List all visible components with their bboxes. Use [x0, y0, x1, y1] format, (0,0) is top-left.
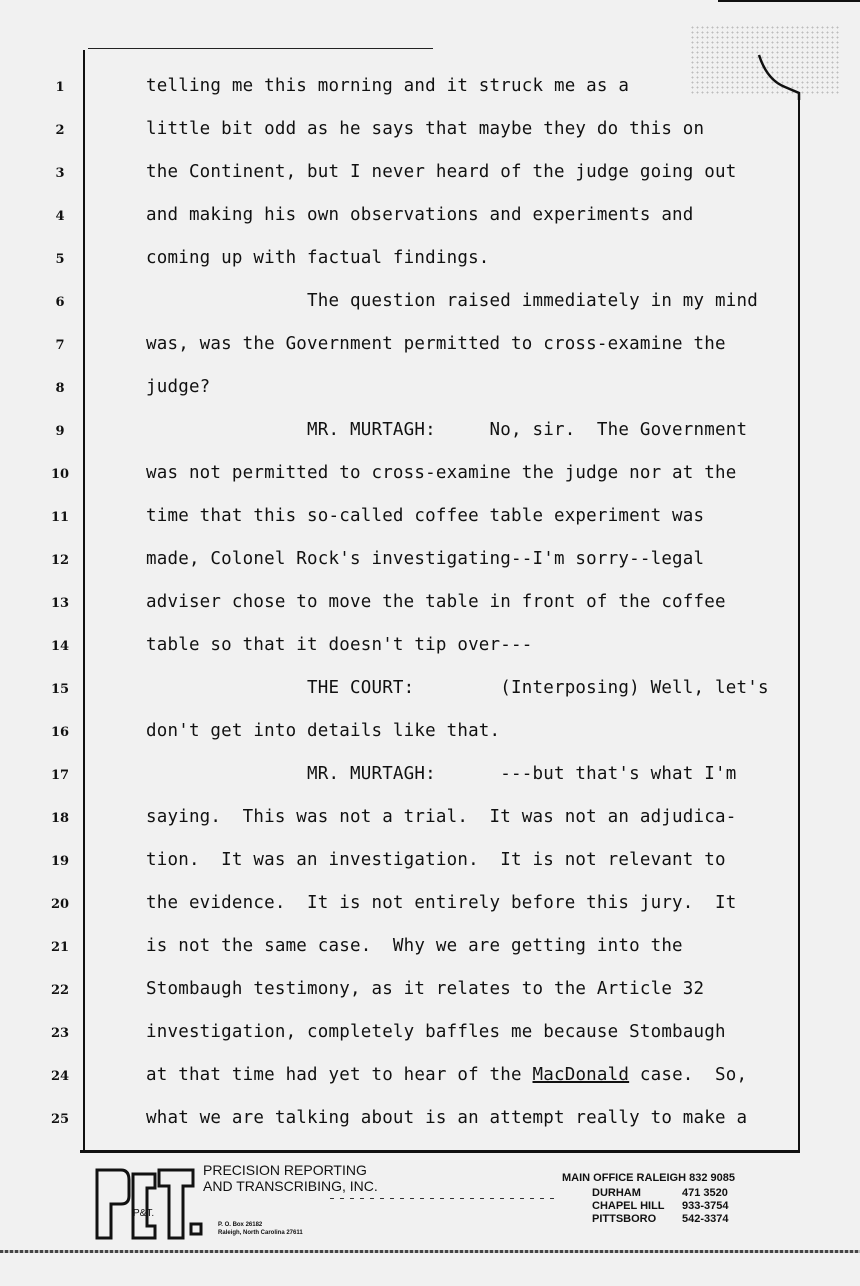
transcript-line: the evidence. It is not entirely before this jury. It: [146, 893, 737, 913]
line-number: 9: [55, 424, 65, 439]
transcript-line: coming up with factual findings.: [146, 248, 490, 268]
transcript-line: Stombaugh testimony, as it relates to the Article 32: [146, 979, 705, 999]
line-number: 18: [50, 811, 70, 826]
footer-dashed-line: [330, 1198, 560, 1199]
company-name-line1: PRECISION REPORTING: [203, 1162, 367, 1178]
line-number: 25: [50, 1112, 70, 1127]
office-city: DURHAM: [592, 1187, 641, 1199]
company-logo-icon: [93, 1166, 203, 1242]
line-number: 4: [55, 209, 65, 224]
line-number: 21: [50, 940, 70, 955]
office-directory: [562, 1172, 735, 1226]
office-row: [592, 1200, 735, 1213]
svg-text:P&T.: P&T.: [133, 1208, 155, 1219]
transcript-line: MR. MURTAGH: ---but that's what I'm: [146, 764, 737, 784]
office-city: PITTSBORO: [592, 1213, 657, 1225]
address-line1: P. O. Box 26182: [218, 1222, 263, 1228]
transcript-line: MR. MURTAGH: No, sir. The Government: [146, 420, 748, 440]
company-name-line2: AND TRANSCRIBING, INC.: [203, 1178, 378, 1194]
footer-rule: [0, 1250, 860, 1253]
transcript-line: saying. This was not a trial. It was not an adjudica-: [146, 807, 737, 827]
transcript-line: the Continent, but I never heard of the judge going out: [146, 162, 737, 182]
line-number: 5: [55, 252, 65, 267]
line-number: 19: [50, 854, 70, 869]
frame-left-border: [83, 50, 85, 1150]
office-city: CHAPEL HILL: [592, 1200, 665, 1212]
line-number: 10: [50, 467, 70, 482]
company-name: [203, 1162, 378, 1194]
transcript-line: THE COURT: (Interposing) Well, let's: [146, 678, 769, 698]
line-number: 15: [50, 682, 70, 697]
line-number: 22: [50, 983, 70, 998]
line-number: 1: [55, 80, 65, 95]
transcript-line: and making his own observations and experiments and: [146, 205, 694, 225]
transcript-line-part: case. So,: [629, 1065, 748, 1085]
company-address: [218, 1221, 303, 1237]
transcript-line: was not permitted to cross-examine the judge nor at the: [146, 463, 737, 483]
transcript-line: investigation, completely baffles me because Stombaugh: [146, 1022, 726, 1042]
line-number: 16: [50, 725, 70, 740]
transcript-line: time that this so-called coffee table experiment was: [146, 506, 705, 526]
transcript-line: don't get into details like that.: [146, 721, 501, 741]
transcript-line: what we are talking about is an attempt really to make a: [146, 1108, 748, 1128]
frame-right-border: [798, 96, 800, 1150]
line-number: 20: [50, 897, 70, 912]
line-number: 6: [55, 295, 65, 310]
line-number: 24: [50, 1069, 70, 1084]
line-number: 17: [50, 768, 70, 783]
transcript-line: adviser chose to move the table in front of the coffee: [146, 592, 726, 612]
line-number: 13: [50, 596, 70, 611]
transcript-line: is not the same case. Why we are getting into the: [146, 936, 683, 956]
office-row: [592, 1213, 735, 1226]
case-name-underlined: MacDonald: [532, 1065, 630, 1085]
office-row: [592, 1187, 735, 1200]
line-number: 12: [50, 553, 70, 568]
transcript-line: telling me this morning and it struck me as a: [146, 76, 630, 96]
frame-bottom-border: [80, 1150, 800, 1153]
office-phone: 471 3520: [682, 1187, 728, 1199]
transcript-line: The question raised immediately in my mind: [146, 291, 758, 311]
office-phone: 933-3754: [682, 1200, 729, 1212]
line-number: 14: [50, 639, 70, 654]
address-line2: Raleigh, North Carolina 27611: [218, 1230, 303, 1236]
office-phone: 542-3374: [682, 1213, 729, 1225]
line-number: 2: [55, 123, 65, 138]
transcript-line: little bit odd as he says that maybe they do this on: [146, 119, 705, 139]
transcript-line: table so that it doesn't tip over---: [146, 635, 533, 655]
line-number: 3: [55, 166, 65, 181]
line-number: 7: [55, 338, 65, 353]
transcript-line: made, Colonel Rock's investigating--I'm sorry--legal: [146, 549, 705, 569]
line-number: 8: [55, 381, 65, 396]
transcript-line: was, was the Government permitted to cross-examine the: [146, 334, 726, 354]
transcript-line-part: at that time had yet to hear of the: [146, 1065, 533, 1085]
transcript-line: tion. It was an investigation. It is not relevant to: [146, 850, 726, 870]
transcript-line: [146, 1065, 747, 1085]
transcript-line: judge?: [146, 377, 211, 397]
main-office: MAIN OFFICE RALEIGH 832 9085: [562, 1172, 735, 1184]
corner-curve-mark: [755, 45, 805, 100]
line-number: 11: [50, 510, 70, 525]
line-number: 23: [50, 1026, 70, 1041]
top-rule: [718, 0, 860, 2]
frame-top-border: [88, 48, 433, 49]
